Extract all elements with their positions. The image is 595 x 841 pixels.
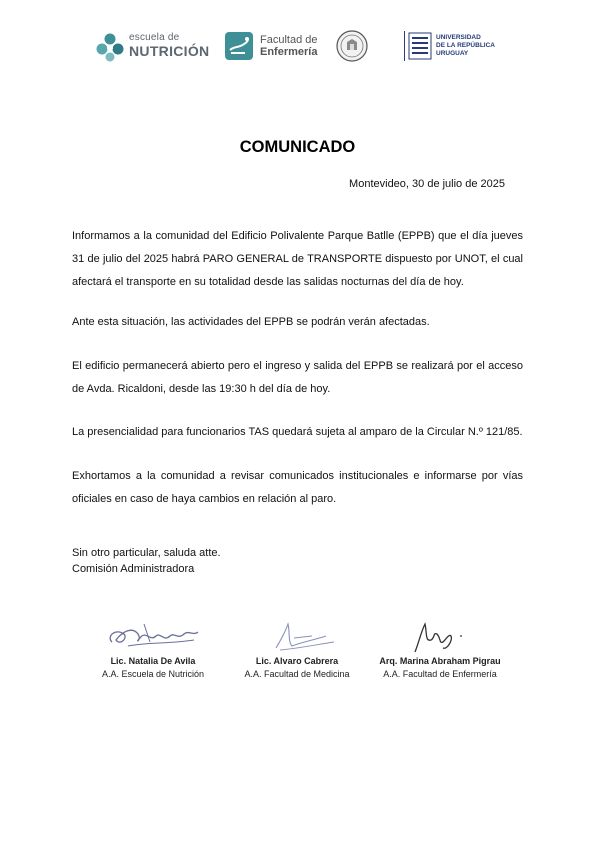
paragraph-4: La presencialidad para funcionarios TAS quedará sujeta al amparo de la Circular N.º 121/85. [72,426,523,438]
enfermeria-logo-line2: Enfermería [260,46,318,58]
logo-escuela-nutricion [95,30,215,64]
enfermeria-logo-line1: Facultad de [260,34,318,46]
signature-1-icon [98,612,208,656]
logo-udelar [407,31,507,63]
closing-block [72,545,221,577]
signature-2-name: Lic. Alvaro Cabrera [255,656,339,666]
paragraph-3: El edificio permanecerá abierto pero el ingreso y salida del EPPB se realizará por el acceso de Avda. Ricaldoni, desde las 19:30 h del día de hoy. [72,360,523,395]
signature-3-role: A.A. Facultad de Enfermería [383,669,497,679]
signature-block-2 [232,612,362,679]
logo-divider [404,31,405,61]
nutricion-logo-line1: escuela de [129,32,180,43]
document-date: Montevideo, 30 de julio de 2025 [349,178,505,190]
enfermeria-emblem-icon [225,32,253,60]
closing-greeting: Sin otro particular, saluda atte. [72,547,221,559]
udelar-line-1: UNIVERSIDAD [436,34,481,41]
udelar-emblem-icon [407,31,433,61]
signature-block-3 [370,612,510,679]
document-title: COMUNICADO [239,138,356,156]
header-logos [95,28,505,68]
nutricion-logo-line2: NUTRICIÓN [129,43,210,59]
logo-facultad-medicina [336,30,368,62]
signature-1-role: A.A. Escuela de Nutrición [101,669,205,679]
paragraph-1: Informamos a la comunidad del Edificio Polivalente Parque Batlle (EPPB) que el día jueves 31 de julio del 2025 habrá PARO GENERAL de TRANSPORTE dispuesto por UNOT, el cual afectará el transporte en su totalidad desde las salidas nocturnas del día de hoy. [72,230,523,288]
logo-facultad-enfermeria [225,32,325,64]
signature-3-icon [385,612,495,656]
udelar-line-2: DE LA REPÚBLICA [436,42,495,49]
nutricion-emblem-icon [95,32,125,62]
udelar-logo-text [436,34,495,58]
signature-1-name: Lic. Natalia De Avila [110,656,196,666]
signature-3-name: Arq. Marina Abraham Pigrau [379,656,501,666]
udelar-line-3: URUGUAY [436,50,469,57]
closing-signatory: Comisión Administradora [72,563,195,575]
paragraph-2: Ante esta situación, las actividades del EPPB se podrán verán afectadas. [72,316,430,328]
signature-2-role: A.A. Facultad de Medicina [244,669,350,679]
medicina-seal-icon [336,30,368,62]
paragraph-5: Exhortamos a la comunidad a revisar comunicados institucionales e informarse por vías oficiales en caso de haya cambios en relación al paro. [72,470,523,505]
signature-2-icon [242,612,352,656]
signature-block-1 [88,612,218,679]
